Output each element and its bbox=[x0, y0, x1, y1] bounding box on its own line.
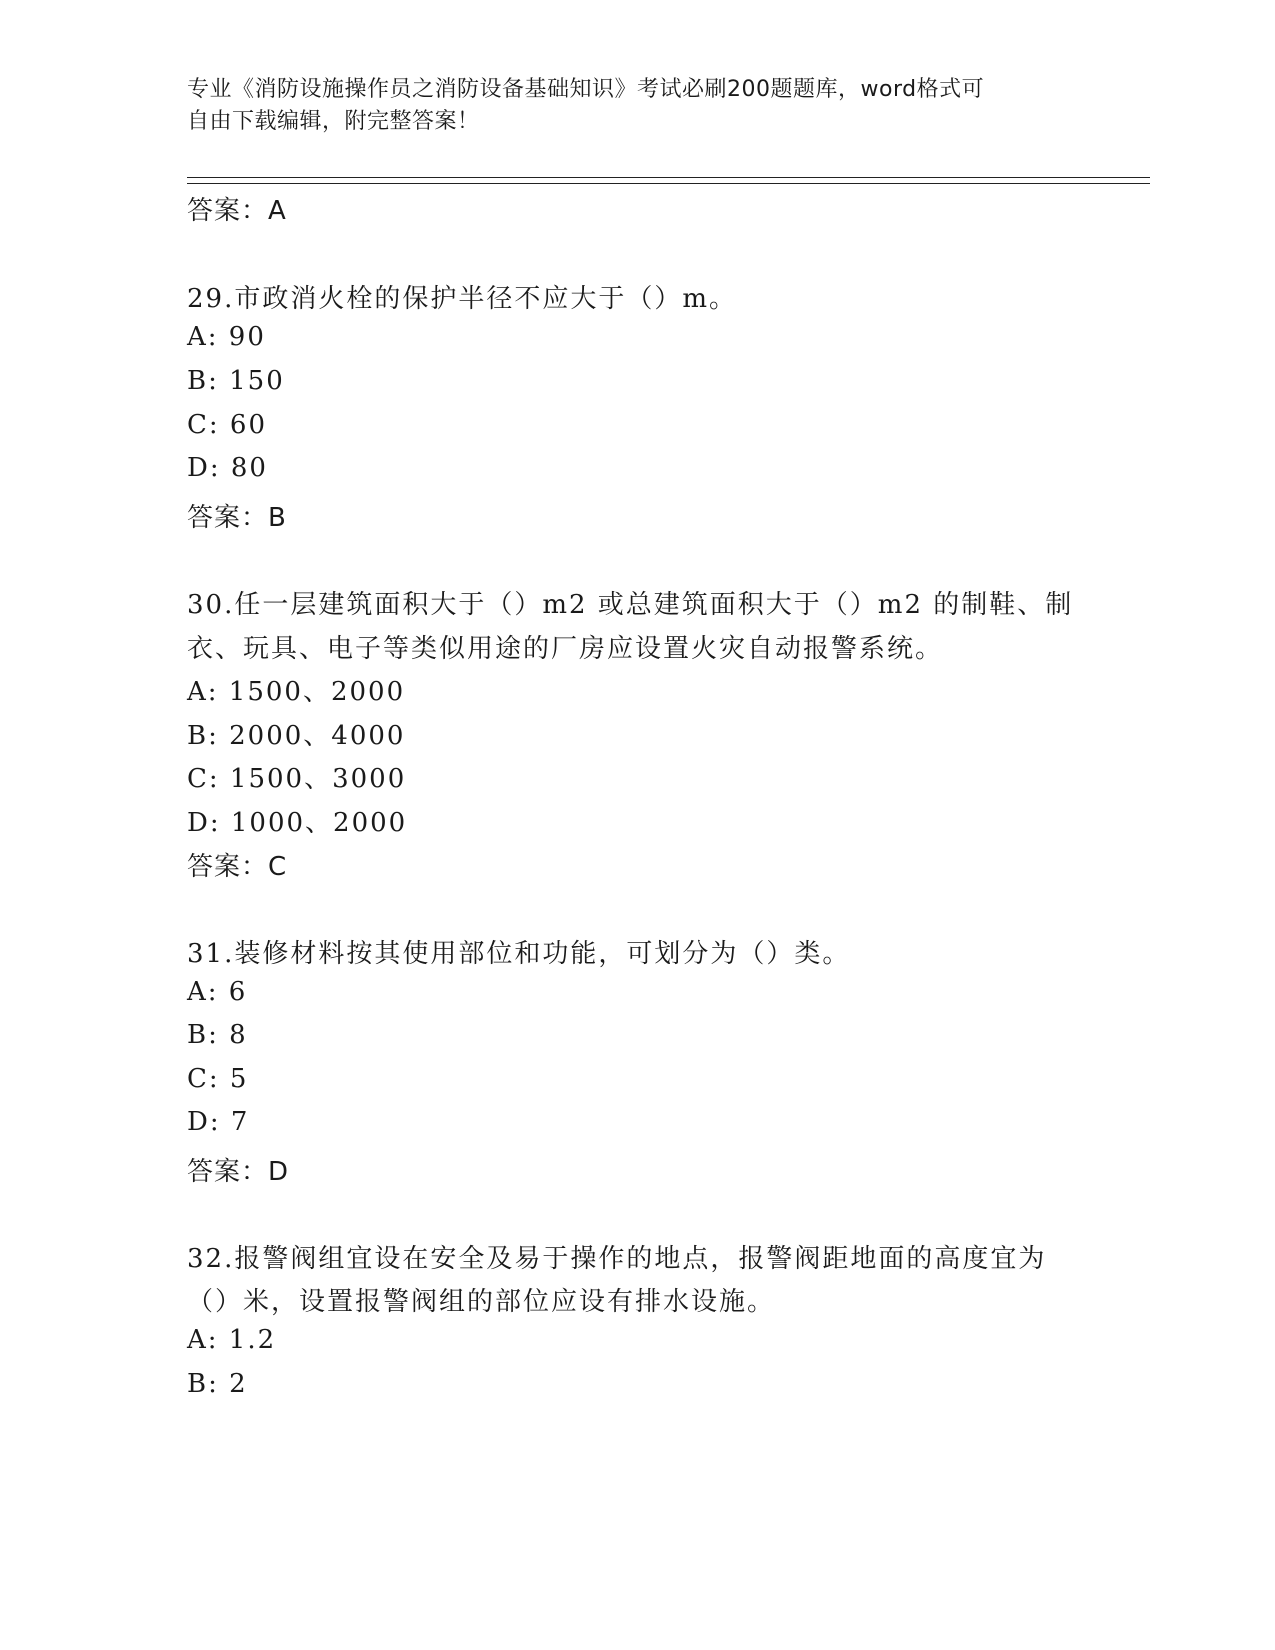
header-line-1: 专业《消防设施操作员之消防设备基础知识》考试必刷200题题库，word格式可 bbox=[187, 77, 985, 102]
header-divider-top bbox=[187, 177, 1150, 178]
answer-prev: 答案：A bbox=[187, 196, 287, 226]
question-29-option-c: C: 60 bbox=[187, 410, 268, 440]
question-29-option-a: A: 90 bbox=[187, 322, 266, 352]
document-header bbox=[187, 74, 1067, 138]
question-31-option-b: B: 8 bbox=[187, 1020, 248, 1050]
question-31-option-a: A: 6 bbox=[187, 977, 248, 1007]
question-32-option-b: B: 2 bbox=[187, 1369, 248, 1399]
question-31-stem: 31.装修材料按其使用部位和功能，可划分为（）类。 bbox=[187, 939, 851, 969]
header-line-2: 自由下载编辑，附完整答案！ bbox=[187, 109, 480, 134]
question-29-answer: 答案：B bbox=[187, 503, 287, 533]
question-31-option-c: C: 5 bbox=[187, 1064, 249, 1094]
question-30-option-d: D: 1000、2000 bbox=[187, 808, 408, 838]
question-29-stem: 29.市政消火栓的保护半径不应大于（）m。 bbox=[187, 284, 738, 314]
question-29-option-d: D: 80 bbox=[187, 453, 268, 483]
question-30-stem-line-1: 30.任一层建筑面积大于（）m2 或总建筑面积大于（）m2 的制鞋、制 bbox=[187, 590, 1074, 620]
question-30-answer: 答案：C bbox=[187, 852, 288, 882]
question-29-option-b: B: 150 bbox=[187, 366, 285, 396]
question-31-option-d: D: 7 bbox=[187, 1107, 250, 1137]
question-32-stem-line-2: （）米，设置报警阀组的部位应设有排水设施。 bbox=[187, 1287, 776, 1317]
header-divider-bottom bbox=[187, 183, 1150, 184]
question-30-option-a: A: 1500、2000 bbox=[187, 677, 406, 707]
question-30-option-b: B: 2000、4000 bbox=[187, 721, 406, 751]
question-32-option-a: A: 1.2 bbox=[187, 1325, 277, 1355]
question-30-option-c: C: 1500、3000 bbox=[187, 764, 407, 794]
question-31-answer: 答案：D bbox=[187, 1157, 290, 1187]
question-32-stem-line-1: 32.报警阀组宜设在安全及易于操作的地点，报警阀距地面的高度宜为 bbox=[187, 1244, 1047, 1274]
question-30-stem-line-2: 衣、玩具、电子等类似用途的厂房应设置火灾自动报警系统。 bbox=[187, 634, 944, 664]
